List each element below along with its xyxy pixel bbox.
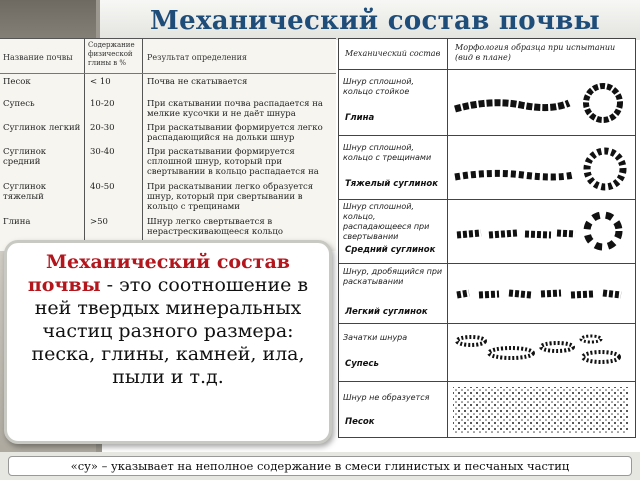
heavy-loam-sample — [451, 141, 631, 197]
table-header-divider — [0, 73, 336, 74]
sample-description: Шнур, дробящийся при раскатывании — [343, 267, 443, 286]
table-row-clay: 40-50 — [90, 182, 115, 192]
morphology-table — [338, 38, 636, 438]
table-row-result: При раскатывании формируется легко распадающийся на дольки шнур — [147, 123, 323, 143]
sample-name: Средний суглинок — [345, 245, 436, 255]
column-header-result: Результат определения — [147, 53, 247, 62]
column-header-morphology: Морфология образца при испытании (вид в плане) — [455, 43, 616, 62]
table-row-result: Шнур легко свертывается в нерастрескивающееся кольцо — [147, 217, 283, 237]
table-row-clay: 30-40 — [90, 147, 115, 157]
table-row-name: Глина — [3, 217, 31, 227]
table-row-clay: 20-30 — [90, 123, 115, 133]
table-row-result: Почва не скатывается — [147, 77, 248, 87]
table-row-clay: 10-20 — [90, 99, 115, 109]
clay-ring — [586, 86, 620, 120]
heavy-loam-cord — [455, 173, 573, 177]
table-row-name: Суглинок тяжелый — [3, 182, 47, 202]
table-row-result: При раскатывании формируется сплошной шнур, который при свертывании в кольцо распадается на — [147, 147, 319, 177]
column-header-composition: Механический состав — [345, 49, 441, 58]
light-loam-fragments — [457, 293, 621, 295]
table-row-name: Суглинок средний — [3, 147, 47, 167]
sample-description: Шнур не образуется — [343, 393, 430, 402]
sample-description: Шнур сплошной, кольцо, распадающееся при свертывании — [343, 202, 430, 241]
medium-loam-sample — [451, 205, 631, 261]
sample-name: Супесь — [345, 359, 379, 369]
heavy-loam-ring — [587, 151, 623, 187]
sample-name: Песок — [345, 417, 375, 427]
sand-sample — [451, 385, 631, 435]
definition-text — [15, 251, 321, 389]
table-row-divider — [339, 323, 635, 324]
sandy-loam-sample — [451, 327, 631, 379]
sample-name: Легкий суглинок — [345, 307, 428, 317]
medium-loam-ring — [587, 215, 619, 247]
sandy-loam-crumb — [581, 336, 601, 342]
column-header-clay-content: Содержание физической глины в % — [88, 41, 135, 67]
page-title: Механический состав почвы — [150, 6, 600, 36]
definition-body: - это соотношение в ней твердых минеральных частиц разного размера: песка, глины, камней, ила, пыли и т.д. — [31, 274, 309, 388]
footnote: «су» – указывает на неполное содержание в смеси глинистых и песчаных частиц — [8, 456, 632, 476]
sandy-loam-crumb — [489, 348, 533, 358]
light-loam-sample — [451, 271, 631, 321]
clay-ring-sample — [451, 75, 631, 131]
sample-name: Тяжелый суглинок — [345, 179, 438, 189]
table-row-result: При скатывании почва распадается на мелкие кусочки и не даёт шнура — [147, 99, 323, 119]
soil-classification-table — [0, 38, 336, 251]
table-row-divider — [339, 263, 635, 264]
sample-description: Шнур сплошной, кольцо с трещинами — [343, 143, 432, 162]
definition-callout — [4, 240, 332, 444]
sand-grains — [453, 387, 629, 433]
table-row-divider — [339, 135, 635, 136]
table-row-name: Суглинок легкий — [3, 123, 81, 133]
medium-loam-cord — [457, 233, 575, 235]
table-column-divider — [447, 39, 448, 437]
clay-cord — [455, 103, 569, 109]
column-header-soil-name: Название почвы — [3, 53, 73, 62]
table-row-name: Супесь — [3, 99, 35, 109]
definition-term: Механический состав почвы — [27, 251, 290, 296]
table-row-name: Песок — [3, 77, 31, 87]
table-row-result: При раскатывании легко образуется шнур, который при свертывании в кольцо с трещинами — [147, 182, 314, 212]
table-row-clay: < 10 — [90, 77, 111, 87]
sandy-loam-crumb — [583, 352, 619, 362]
sandy-loam-crumb — [457, 337, 485, 345]
sandy-loam-crumb — [541, 343, 573, 351]
table-row-divider — [339, 199, 635, 200]
table-column-divider — [142, 39, 143, 251]
sample-description: Зачатки шнура — [343, 333, 408, 342]
table-column-divider — [84, 39, 85, 251]
sample-name: Глина — [345, 113, 375, 123]
sample-description: Шнур сплошной, кольцо стойкое — [343, 77, 414, 96]
table-header-divider — [339, 69, 635, 70]
table-row-clay: >50 — [90, 217, 108, 227]
table-row-divider — [339, 381, 635, 382]
